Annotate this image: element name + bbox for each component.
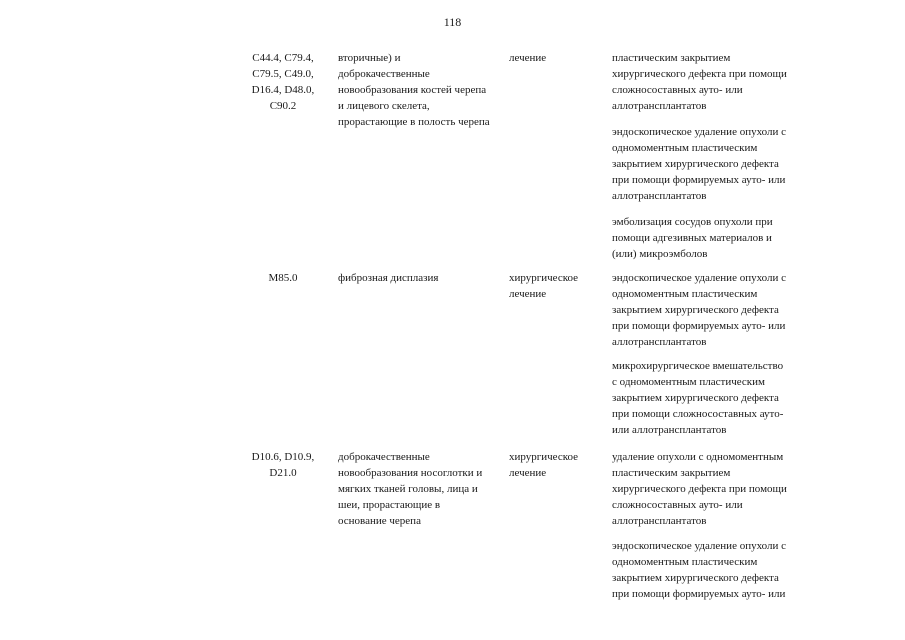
diagnosis-line: доброкачественные bbox=[338, 68, 430, 80]
treatment-method-line: пластическим закрытием bbox=[612, 52, 731, 64]
treatment-method-line: при помощи формируемых ауто- или bbox=[612, 320, 786, 332]
diagnosis-line: доброкачественные bbox=[338, 451, 430, 463]
treatment-method-line: закрытием хирургического дефекта bbox=[612, 572, 779, 584]
icd-code-line: D10.6, D10.9, bbox=[251, 451, 315, 463]
treatment-method-line: аллотрансплантатов bbox=[612, 100, 707, 112]
treatment-type-line: лечение bbox=[509, 288, 547, 300]
diagnosis-line: основание черепа bbox=[338, 515, 421, 527]
treatment-method-line: закрытием хирургического дефекта bbox=[612, 304, 779, 316]
treatment-method-line: закрытием хирургического дефекта bbox=[612, 392, 779, 404]
treatment-method-line: эндоскопическое удаление опухоли с bbox=[612, 126, 787, 138]
diagnosis-line: мягких тканей головы, лица и bbox=[338, 483, 478, 495]
icd-code-line: D16.4, D48.0, bbox=[251, 84, 315, 96]
treatment-method-line: (или) микроэмболов bbox=[612, 248, 708, 260]
treatment-method-line: хирургического дефекта при помощи bbox=[612, 68, 787, 80]
icd-code-line: C79.5, C49.0, bbox=[252, 68, 314, 80]
icd-code-line: C90.2 bbox=[269, 100, 297, 112]
icd-code-line: C44.4, C79.4, bbox=[252, 52, 314, 64]
treatment-method-line: помощи адгезивных материалов и bbox=[612, 232, 772, 244]
treatment-method-line: при помощи формируемых ауто- или bbox=[612, 588, 786, 600]
treatment-method-line: закрытием хирургического дефекта bbox=[612, 158, 779, 170]
treatment-method-line: или аллотрансплантатов bbox=[612, 424, 727, 436]
treatment-method-line: микрохирургическое вмешательство bbox=[612, 360, 784, 372]
diagnosis-line: вторичные) и bbox=[338, 52, 401, 64]
treatment-method-line: с одномоментным пластическим bbox=[612, 376, 765, 388]
treatment-method-line: эндоскопическое удаление опухоли с bbox=[612, 272, 787, 284]
treatment-method-line: удаление опухоли с одномоментным bbox=[612, 451, 784, 463]
treatment-method-line: при помощи сложносоставных ауто- bbox=[612, 408, 784, 420]
diagnosis-line: прорастающие в полость черепа bbox=[338, 116, 490, 128]
treatment-type-line: лечение bbox=[509, 52, 547, 64]
treatment-type-line: лечение bbox=[509, 467, 547, 479]
treatment-method-line: аллотрансплантатов bbox=[612, 336, 707, 348]
diagnosis-line: новообразования костей черепа bbox=[338, 84, 487, 96]
treatment-type-line: хирургическое bbox=[509, 451, 579, 463]
diagnosis-line: шеи, прорастающие в bbox=[338, 499, 441, 511]
icd-code-line: D21.0 bbox=[269, 467, 297, 479]
treatment-method-line: аллотрансплантатов bbox=[612, 515, 707, 527]
treatment-method-line: пластическим закрытием bbox=[612, 467, 731, 479]
treatment-method-line: одномоментным пластическим bbox=[612, 142, 758, 154]
treatment-method-line: эмболизация сосудов опухоли при bbox=[612, 216, 773, 228]
diagnosis-line: новообразования носоглотки и bbox=[338, 467, 483, 479]
diagnosis-line: и лицевого скелета, bbox=[338, 100, 430, 112]
icd-code-line: M85.0 bbox=[268, 272, 298, 284]
treatment-method-line: одномоментным пластическим bbox=[612, 288, 758, 300]
treatment-method-line: хирургического дефекта при помощи bbox=[612, 483, 787, 495]
treatment-method-line: сложносоставных ауто- или bbox=[612, 499, 743, 511]
treatment-method-line: одномоментным пластическим bbox=[612, 556, 758, 568]
page-number: 118 bbox=[443, 15, 462, 29]
diagnosis-line: фиброзная дисплазия bbox=[338, 272, 439, 284]
treatment-method-line: при помощи формируемых ауто- или bbox=[612, 174, 786, 186]
treatment-method-line: эндоскопическое удаление опухоли с bbox=[612, 540, 787, 552]
treatment-type-line: хирургическое bbox=[509, 272, 579, 284]
treatment-method-line: сложносоставных ауто- или bbox=[612, 84, 743, 96]
treatment-method-line: аллотрансплантатов bbox=[612, 190, 707, 202]
